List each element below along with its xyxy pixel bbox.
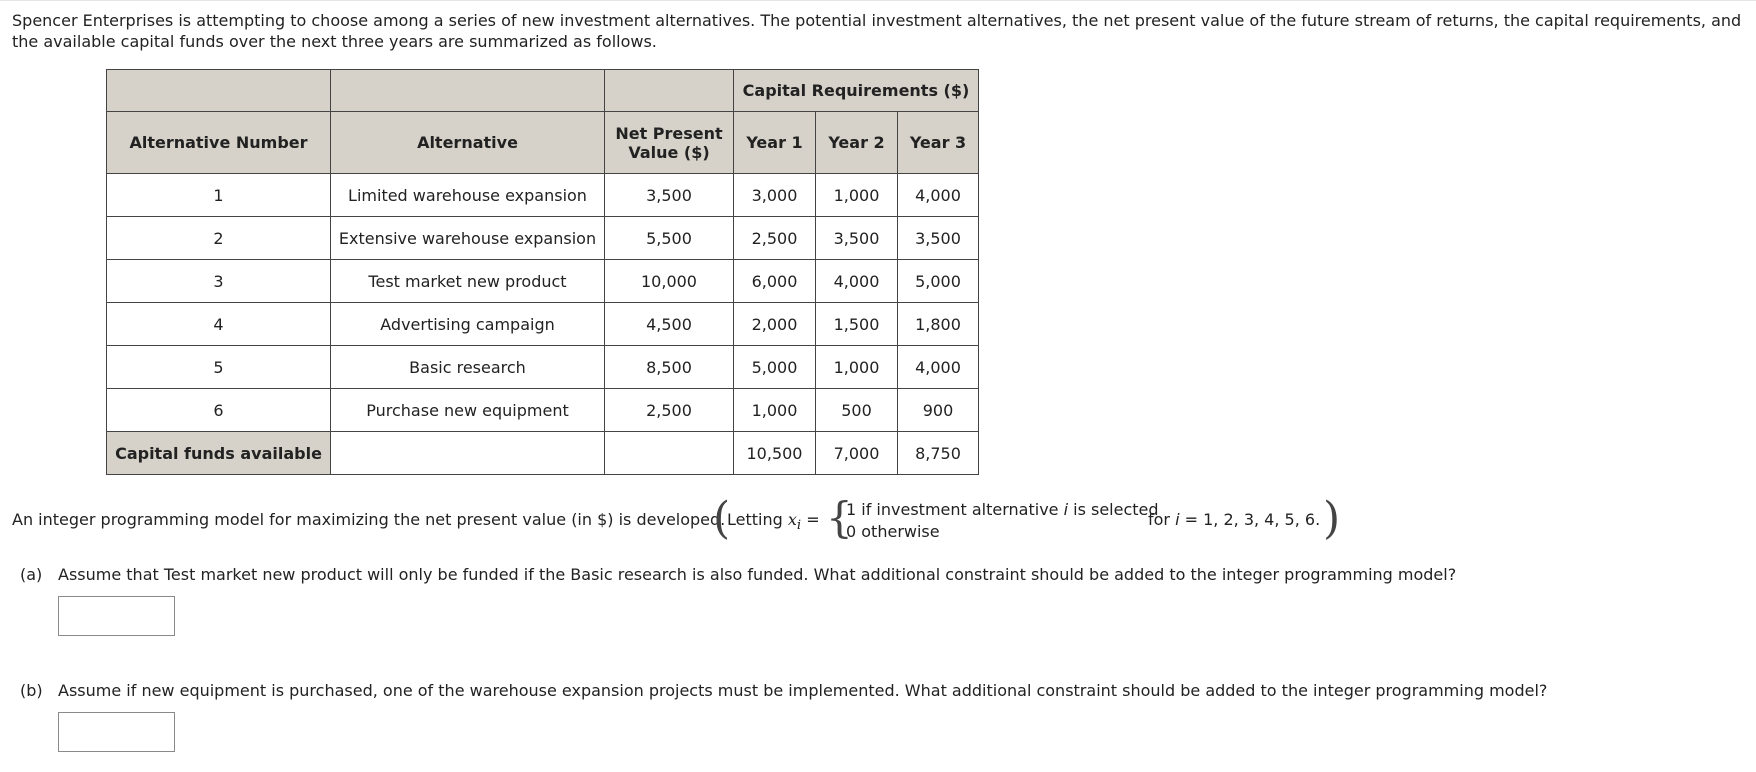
table-header-row xyxy=(107,112,979,174)
table-row xyxy=(107,217,979,260)
right-paren: ) xyxy=(1323,493,1341,544)
model-definition xyxy=(12,493,1512,546)
case-selected-i: i xyxy=(1063,500,1069,519)
cell-npv: 10,000 xyxy=(605,260,734,303)
column-header-year-2: Year 2 xyxy=(816,112,898,174)
question-b-label: (b) xyxy=(20,681,43,700)
model-text: An integer programming model for maximizing the net present value (in $) is developed. xyxy=(12,510,726,529)
letting-expression xyxy=(727,510,820,533)
cell-npv: 8,500 xyxy=(605,346,734,389)
cell-year-3: 900 xyxy=(898,389,979,432)
question-b-text: Assume if new equipment is purchased, one of the warehouse expansion projects must be implemented. What additional constraint should be added to the integer programming model? xyxy=(58,681,1548,700)
cell-year-1: 2,500 xyxy=(734,217,816,260)
table-row xyxy=(107,346,979,389)
capital-funds-label: Capital funds available xyxy=(107,432,331,475)
cell-alternative: Test market new product xyxy=(331,260,605,303)
column-header-year-3: Year 3 xyxy=(898,112,979,174)
header-blank xyxy=(107,70,331,112)
cell-year-3: 1,800 xyxy=(898,303,979,346)
index-range xyxy=(1148,510,1320,529)
index-range-post: = 1, 2, 3, 4, 5, 6. xyxy=(1179,510,1321,529)
cell-npv: 2,500 xyxy=(605,389,734,432)
table-row xyxy=(107,303,979,346)
cell-year-3: 4,000 xyxy=(898,174,979,217)
cell-year-2: 1,500 xyxy=(816,303,898,346)
header-blank xyxy=(605,70,734,112)
case-otherwise: 0 otherwise xyxy=(846,522,940,541)
cell-number: 3 xyxy=(107,260,331,303)
cell-year-3: 5,000 xyxy=(898,260,979,303)
cell-alternative: Advertising campaign xyxy=(331,303,605,346)
cell-number: 4 xyxy=(107,303,331,346)
cell-year-1: 3,000 xyxy=(734,174,816,217)
funds-year-1: 10,500 xyxy=(734,432,816,475)
answer-b-input[interactable] xyxy=(58,712,175,752)
question-a-text: Assume that Test market new product will only be funded if the Basic research is also funded. What additional constraint should be added to the integer programming model? xyxy=(58,565,1457,584)
cell-alternative: Basic research xyxy=(331,346,605,389)
cell-year-2: 1,000 xyxy=(816,174,898,217)
cell-year-3: 3,500 xyxy=(898,217,979,260)
column-header-net-present-value: Net Present Value ($) xyxy=(605,112,734,174)
cell-year-1: 2,000 xyxy=(734,303,816,346)
letting-word: Letting xyxy=(727,510,783,529)
cell-number: 5 xyxy=(107,346,331,389)
table-row xyxy=(107,260,979,303)
capital-requirements-header: Capital Requirements ($) xyxy=(734,70,979,112)
cell-year-1: 1,000 xyxy=(734,389,816,432)
answer-a-input[interactable] xyxy=(58,596,175,636)
case-selected-post: is selected xyxy=(1068,500,1159,519)
cell-number: 1 xyxy=(107,174,331,217)
cell-year-2: 4,000 xyxy=(816,260,898,303)
funds-year-2: 7,000 xyxy=(816,432,898,475)
cell-empty xyxy=(605,432,734,475)
variable-subscript: i xyxy=(796,518,802,534)
cell-npv: 5,500 xyxy=(605,217,734,260)
question-a xyxy=(20,565,1456,584)
column-header-alternative: Alternative xyxy=(331,112,605,174)
funds-year-3: 8,750 xyxy=(898,432,979,475)
investment-table xyxy=(106,69,979,475)
case-selected xyxy=(846,500,1159,519)
cell-year-2: 3,500 xyxy=(816,217,898,260)
table-row xyxy=(107,174,979,217)
cell-year-2: 500 xyxy=(816,389,898,432)
cell-empty xyxy=(331,432,605,475)
index-range-i: i xyxy=(1175,510,1180,529)
cell-year-2: 1,000 xyxy=(816,346,898,389)
equals-sign: = xyxy=(806,510,820,529)
table-group-header-row xyxy=(107,70,979,112)
column-header-year-1: Year 1 xyxy=(734,112,816,174)
cell-year-1: 6,000 xyxy=(734,260,816,303)
variable-x: x xyxy=(787,510,797,529)
intro-paragraph: Spencer Enterprises is attempting to choose among a series of new investment alternatives. The potential investment alternatives, the net present value of the future stream of returns, the capital requirements, and the available capital funds over the next three years are summarized as follows. xyxy=(12,11,1742,51)
table-row xyxy=(107,389,979,432)
column-header-alternative-number: Alternative Number xyxy=(107,112,331,174)
question-b xyxy=(20,681,1547,700)
cell-alternative: Limited warehouse expansion xyxy=(331,174,605,217)
cell-alternative: Extensive warehouse expansion xyxy=(331,217,605,260)
cell-number: 6 xyxy=(107,389,331,432)
header-blank xyxy=(331,70,605,112)
question-a-label: (a) xyxy=(20,565,43,584)
cell-npv: 3,500 xyxy=(605,174,734,217)
top-divider xyxy=(0,0,1756,1)
cell-year-3: 4,000 xyxy=(898,346,979,389)
left-paren: ( xyxy=(713,493,731,544)
cell-year-1: 5,000 xyxy=(734,346,816,389)
left-brace: { xyxy=(826,493,853,542)
cell-alternative: Purchase new equipment xyxy=(331,389,605,432)
case-selected-pre: 1 if investment alternative xyxy=(846,500,1064,519)
cell-number: 2 xyxy=(107,217,331,260)
cell-npv: 4,500 xyxy=(605,303,734,346)
index-range-pre: for xyxy=(1148,510,1176,529)
capital-funds-row xyxy=(107,432,979,475)
